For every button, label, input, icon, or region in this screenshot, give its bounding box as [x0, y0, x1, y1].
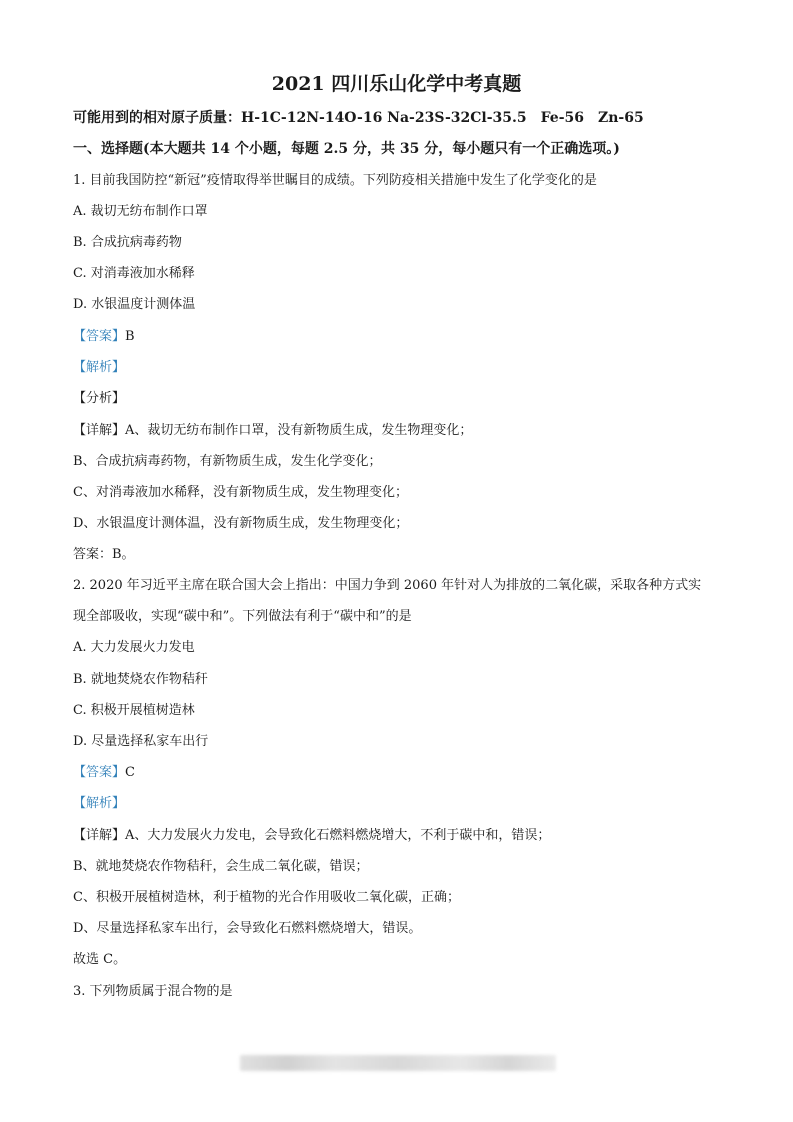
question-2-detail-b: B、就地焚烧农作物秸秆，会生成二氧化碳，错误； — [73, 859, 369, 874]
page-title: 2021 四川乐山化学中考真题 — [271, 73, 522, 95]
question-2-detail-a: 【详解】A、大力发展火力发电，会导致化石燃料燃烧增大，不利于碳中和，错误； — [73, 828, 551, 843]
answer-value: C — [125, 765, 135, 780]
question-1-conclusion: 答案：B。 — [73, 547, 135, 562]
question-1-detail-b: B、合成抗病毒药物，有新物质生成，发生化学变化； — [73, 454, 382, 469]
question-1-option-b: B. 合成抗病毒药物 — [73, 235, 182, 250]
section-heading: 一、选择题(本大题共 14 个小题，每题 2.5 分，共 35 分，每小题只有一个正确选项。) — [73, 141, 620, 157]
question-2-option-a: A. 大力发展火力发电 — [73, 640, 195, 655]
question-1-option-c: C. 对消毒液加水稀释 — [73, 266, 195, 281]
question-1-option-d: D. 水银温度计测体温 — [73, 297, 196, 312]
question-2-detail-c: C、积极开展植树造林，利于植物的光合作用吸收二氧化碳，正确； — [73, 890, 460, 905]
question-2-stem-line2: 现全部吸收，实现“碳中和”。下列做法有利于“碳中和”的是 — [73, 609, 412, 624]
question-1-stem: 1. 目前我国防控“新冠”疫情取得举世瞩目的成绩。下列防疫相关措施中发生了化学变化的是 — [73, 173, 597, 188]
question-2-answer — [73, 764, 135, 782]
question-2-stem-line1: 2. 2020 年习近平主席在联合国大会上指出：中国力争到 2060 年针对人为排放的二氧化碳，采取各种方式实 — [73, 578, 702, 593]
question-2-analysis-tag: 【解析】 — [73, 796, 126, 811]
question-1-detail-d: D、水银温度计测体温，没有新物质生成，发生物理变化； — [73, 516, 409, 531]
question-2-option-d: D. 尽量选择私家车出行 — [73, 734, 209, 749]
question-2-conclusion: 故选 C。 — [73, 952, 127, 967]
question-3-stem: 3. 下列物质属于混合物的是 — [73, 984, 233, 999]
answer-tag: 【答案】 — [73, 329, 126, 344]
question-1-option-a: A. 裁切无纺布制作口罩 — [73, 204, 208, 219]
answer-tag: 【答案】 — [73, 765, 126, 780]
question-1-answer — [73, 328, 135, 346]
question-1-fenxi: 【分析】 — [73, 391, 126, 406]
question-2-option-c: C. 积极开展植树造林 — [73, 703, 195, 718]
blurred-footer-watermark — [240, 1055, 556, 1071]
question-1-detail-a: 【详解】A、裁切无纺布制作口罩，没有新物质生成，发生物理变化； — [73, 423, 473, 438]
question-2-detail-d: D、尽量选择私家车出行，会导致化石燃料燃烧增大，错误。 — [73, 921, 422, 936]
answer-value: B — [125, 329, 135, 344]
question-1-detail-c: C、对消毒液加水稀释，没有新物质生成，发生物理变化； — [73, 485, 408, 500]
atomic-masses-line: 可能用到的相对原子质量：H-1C-12N-14O-16 Na-23S-32Cl-35.5 Fe-56 Zn-65 — [73, 110, 644, 126]
question-2-option-b: B. 就地焚烧农作物秸秆 — [73, 672, 208, 687]
question-1-analysis-tag: 【解析】 — [73, 360, 126, 375]
